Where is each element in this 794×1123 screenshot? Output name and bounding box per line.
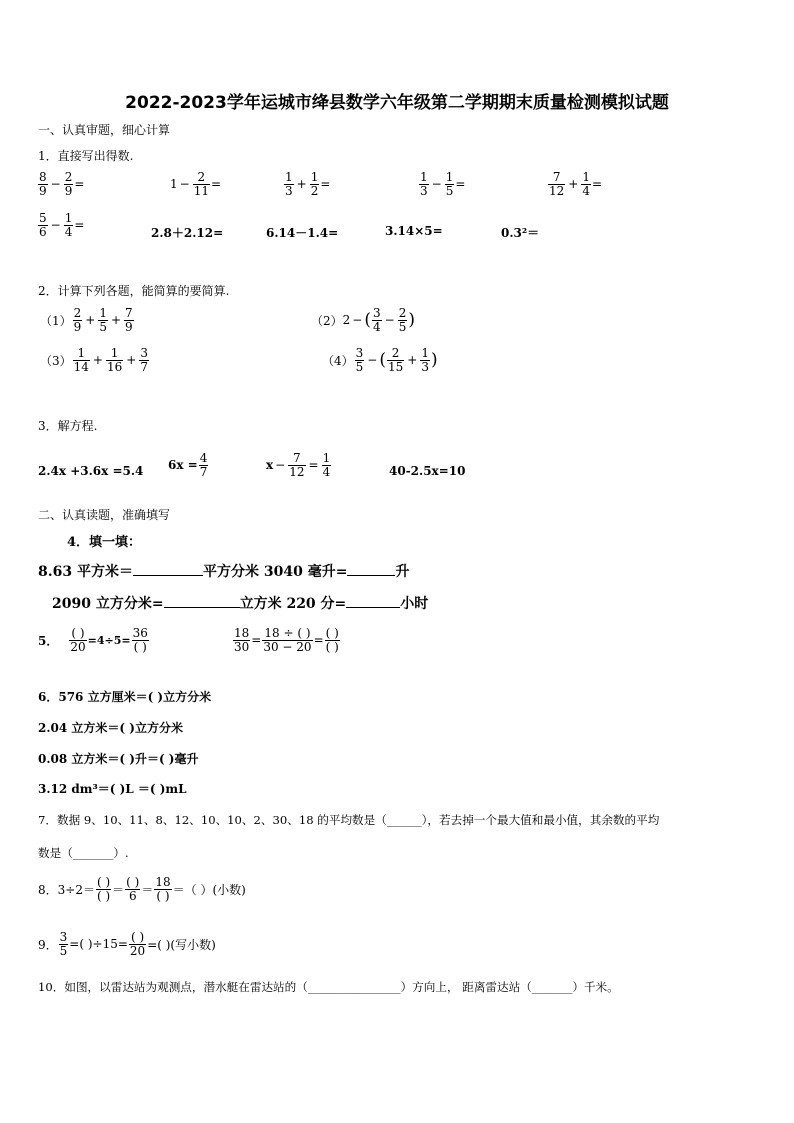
q4-line-2: 2090 立方分米= 立方米 220 分= 小时	[52, 596, 429, 612]
question-10: 10．如图，以雷达站为观测点，潜水艇在雷达站的（________________）方向上， 距离雷达站（_______）千米。	[38, 980, 619, 994]
q6-line-2: 2.04 立方米＝( )立方分米	[38, 721, 183, 735]
question-9: 9． $\frac{3}{5}$ =( )÷15= $\frac{( )}{20}$ =( )(写小数)	[38, 930, 216, 958]
q3-equation-2: 6x = $\frac{4}{7}$	[168, 451, 208, 479]
q1-item-7: 2.8＋2.12=	[151, 226, 224, 240]
question-5: 5． $\frac{( )}{20}$ =4÷5= $\frac{36}{( )}$	[38, 626, 148, 654]
q1-item-6: $\frac{5}{6}$ − $\frac{1}{4}$ =	[39, 211, 85, 239]
q1-item-1: $\frac{8}{9}$ − $\frac{2}{9}$ =	[39, 170, 85, 198]
q3-equation-3: x − $\frac{7}{12}$ = $\frac{1}{4}$	[266, 451, 331, 479]
q6-line-1: 6．576 立方厘米＝( )立方分米	[38, 690, 212, 704]
section-heading-2: 二、认真读题，准确填写	[38, 508, 171, 522]
q2-part-2: （2） 2 − ( $\frac{3}{4}$ − $\frac{2}{5}$ )	[311, 306, 415, 334]
q6-line-4: 3.12 dm³＝( )L ＝( )mL	[38, 782, 187, 796]
q1-item-4: $\frac{1}{3}$ − $\frac{1}{5}$ =	[420, 170, 466, 198]
q1-item-10: 0.3²＝	[501, 226, 540, 240]
question-3-title: 3．解方程.	[38, 419, 98, 433]
question-5-part-2: $\frac{18}{30}$ = $\frac{18 \div ( )}{30 - 20}$ = $\frac{( )}{( )}$	[234, 626, 339, 654]
q2-part-4: （4） $\frac{3}{5}$ − ( $\frac{2}{15}$ + $\frac{1}{3}$ )	[322, 346, 438, 374]
page-title: 2022-2023学年运城市绛县数学六年级第二学期期末质量检测模拟试题	[125, 93, 669, 113]
q3-equation-4: 40-2.5x=10	[389, 464, 466, 478]
q2-part-3: （3） $\frac{1}{14}$ + $\frac{1}{16}$ + $\frac{3}{7}$	[40, 346, 148, 374]
question-8: 8．3÷2＝ $\frac{( )}{( )}$ ＝ $\frac{( )}{6}$ ＝ $\frac{18}{( )}$ ＝（ ）(小数)	[38, 875, 246, 903]
q4-line-1: 8.63 平方米＝ 平方分米 3040 毫升= 升	[38, 564, 410, 580]
q1-item-5: $\frac{7}{12}$ + $\frac{1}{4}$ =	[549, 170, 603, 198]
q1-item-2: 1 − $\frac{2}{11}$ =	[170, 170, 222, 198]
q1-item-8: 6.14－1.4=	[266, 226, 339, 240]
q1-item-9: 3.14×5=	[385, 224, 443, 238]
q7-line-2: 数是（_______）.	[38, 846, 129, 860]
q1-item-3: $\frac{1}{3}$ + $\frac{1}{2}$ =	[285, 170, 331, 198]
question-1-title: 1．直接写出得数.	[38, 149, 134, 163]
q2-part-1: （1） $\frac{2}{9}$ + $\frac{1}{5}$ + $\frac{7}{9}$	[40, 306, 133, 334]
q3-equation-1: 2.4x +3.6x =5.4	[38, 464, 144, 478]
question-4-title: 4．填一填：	[67, 535, 142, 550]
section-heading-1: 一、认真审题，细心计算	[38, 123, 171, 137]
q6-line-3: 0.08 立方米＝( )升＝( )毫升	[38, 752, 199, 766]
q7-line-1: 7．数据 9、10、11、8、12、10、10、2、30、18 的平均数是（______），若去掉一个最大值和最小值，其余数的平均	[38, 813, 660, 827]
question-2-title: 2．计算下列各题，能简算的要简算.	[38, 284, 230, 298]
